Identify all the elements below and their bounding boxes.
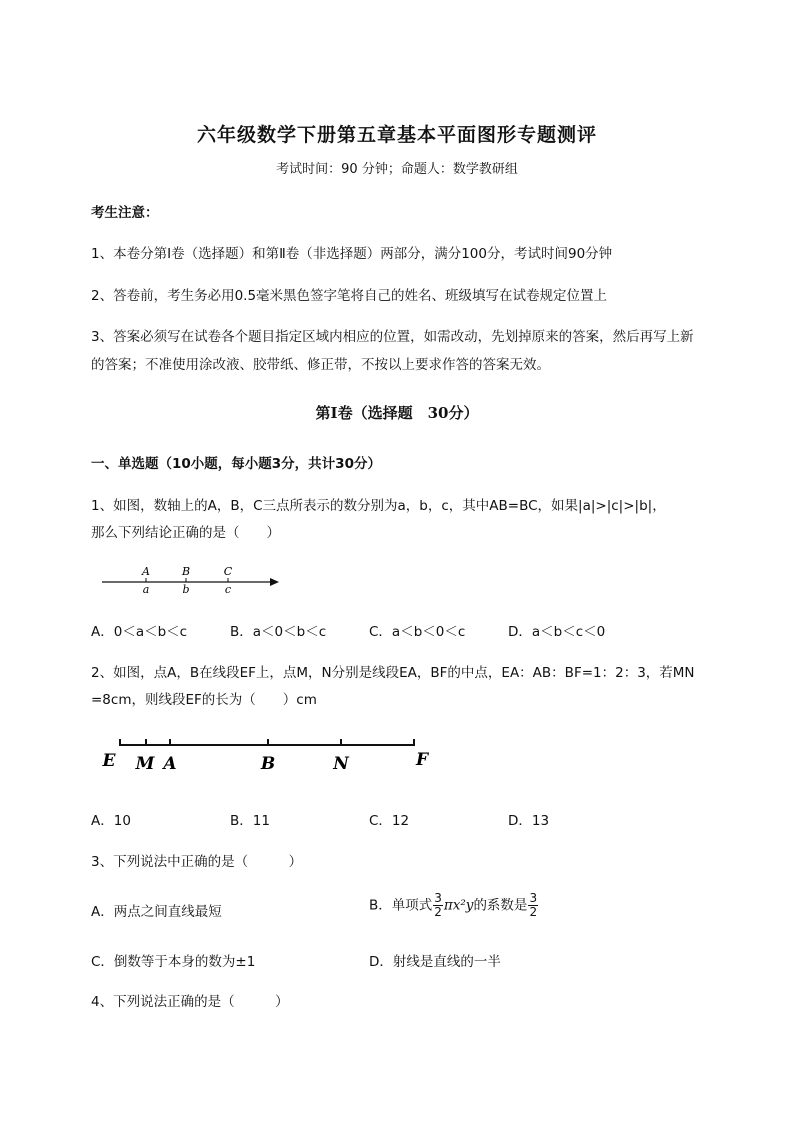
q4-stem: 4、下列说法正确的是（ ） xyxy=(91,994,289,1010)
fraction-denominator: 2 xyxy=(434,905,442,919)
value-label-c: c xyxy=(224,583,232,596)
q3-option-b[interactable] xyxy=(369,892,539,919)
q1-option-a[interactable]: A．0＜a＜b＜c xyxy=(91,624,188,640)
q3-option-c[interactable]: C．倒数等于本身的数为±1 xyxy=(91,954,256,970)
fraction-denominator: 2 xyxy=(529,905,538,919)
section-title: 第I卷（选择题 30分） xyxy=(315,404,479,422)
value-label-b: b xyxy=(182,583,190,596)
label-m: M xyxy=(135,754,155,774)
note-item-2: 2、答卷前，考生务必用0.5毫米黑色签字笔将自己的姓名、班级填写在试卷规定位置上 xyxy=(91,288,608,304)
exam-info: 考试时间：90 分钟；命题人：数学教研组 xyxy=(276,162,518,177)
point-label-c: C xyxy=(223,565,233,578)
q1-option-d[interactable]: D．a＜b＜c＜0 xyxy=(508,624,606,640)
label-a: A xyxy=(163,754,177,774)
point-label-a: A xyxy=(142,565,150,578)
value-label-a: a xyxy=(142,583,150,596)
point-label-b: B xyxy=(181,565,191,578)
page-title: 六年级数学下册第五章基本平面图形专题测评 xyxy=(196,124,597,146)
q2-option-b[interactable]: B．11 xyxy=(230,813,270,829)
q3-option-b-prefix: B．单项式 xyxy=(369,897,433,914)
label-n: N xyxy=(333,754,349,774)
q1-stem-line2: 那么下列结论正确的是（ ） xyxy=(91,525,280,541)
q2-option-a[interactable]: A．10 xyxy=(91,813,131,829)
label-f: F xyxy=(415,750,429,770)
q2-segment-figure xyxy=(98,733,438,775)
part-heading: 一、单选题（10小题，每小题3分，共计30分） xyxy=(91,456,381,472)
fraction xyxy=(528,892,538,919)
q2-stem-line1: 2、如图，点A，B在线段EF上，点M，N分别是线段EA，BF的中点，EA：AB：BF=1：2：3，若MN xyxy=(91,665,695,681)
fraction-numerator: 3 xyxy=(529,891,538,905)
q2-stem-line2: =8cm，则线段EF的长为（ ）cm xyxy=(91,692,317,708)
q1-number-line-figure xyxy=(98,560,288,600)
arrow-icon xyxy=(270,578,279,586)
q2-option-d[interactable]: D．13 xyxy=(508,813,550,829)
q3-option-b-mid: 的系数是 xyxy=(473,897,528,914)
q2-option-c[interactable]: C．12 xyxy=(369,813,410,829)
q1-option-b[interactable]: B．a＜0＜b＜c xyxy=(230,624,327,640)
q1-stem-line1: 1、如图，数轴上的A，B，C三点所表示的数分别为a，b，c，其中AB=BC，如果|a|>|c|>|b|， xyxy=(91,498,666,514)
note-item-1: 1、本卷分第I卷（选择题）和第Ⅱ卷（非选择题）两部分，满分100分，考试时间90分钟 xyxy=(91,246,613,262)
q3-option-a[interactable]: A．两点之间直线最短 xyxy=(91,904,222,920)
note-item-3-cont: 的答案；不准使用涂改液、胶带纸、修正带，不按以上要求作答的答案无效。 xyxy=(91,357,550,373)
notes-heading: 考生注意： xyxy=(91,205,159,221)
note-item-3: 3、答案必须写在试卷各个题目指定区域内相应的位置，如需改动，先划掉原来的答案，然后再写上新 xyxy=(91,329,694,345)
label-e: E xyxy=(102,751,116,771)
q1-option-c[interactable]: C．a＜b＜0＜c xyxy=(369,624,466,640)
q3-stem: 3、下列说法中正确的是（ ） xyxy=(91,854,303,870)
monomial-term: πx²y xyxy=(443,897,474,914)
fraction xyxy=(433,892,443,919)
q3-option-d[interactable]: D．射线是直线的一半 xyxy=(369,954,501,970)
fraction-numerator: 3 xyxy=(434,891,442,905)
label-b: B xyxy=(260,754,276,774)
